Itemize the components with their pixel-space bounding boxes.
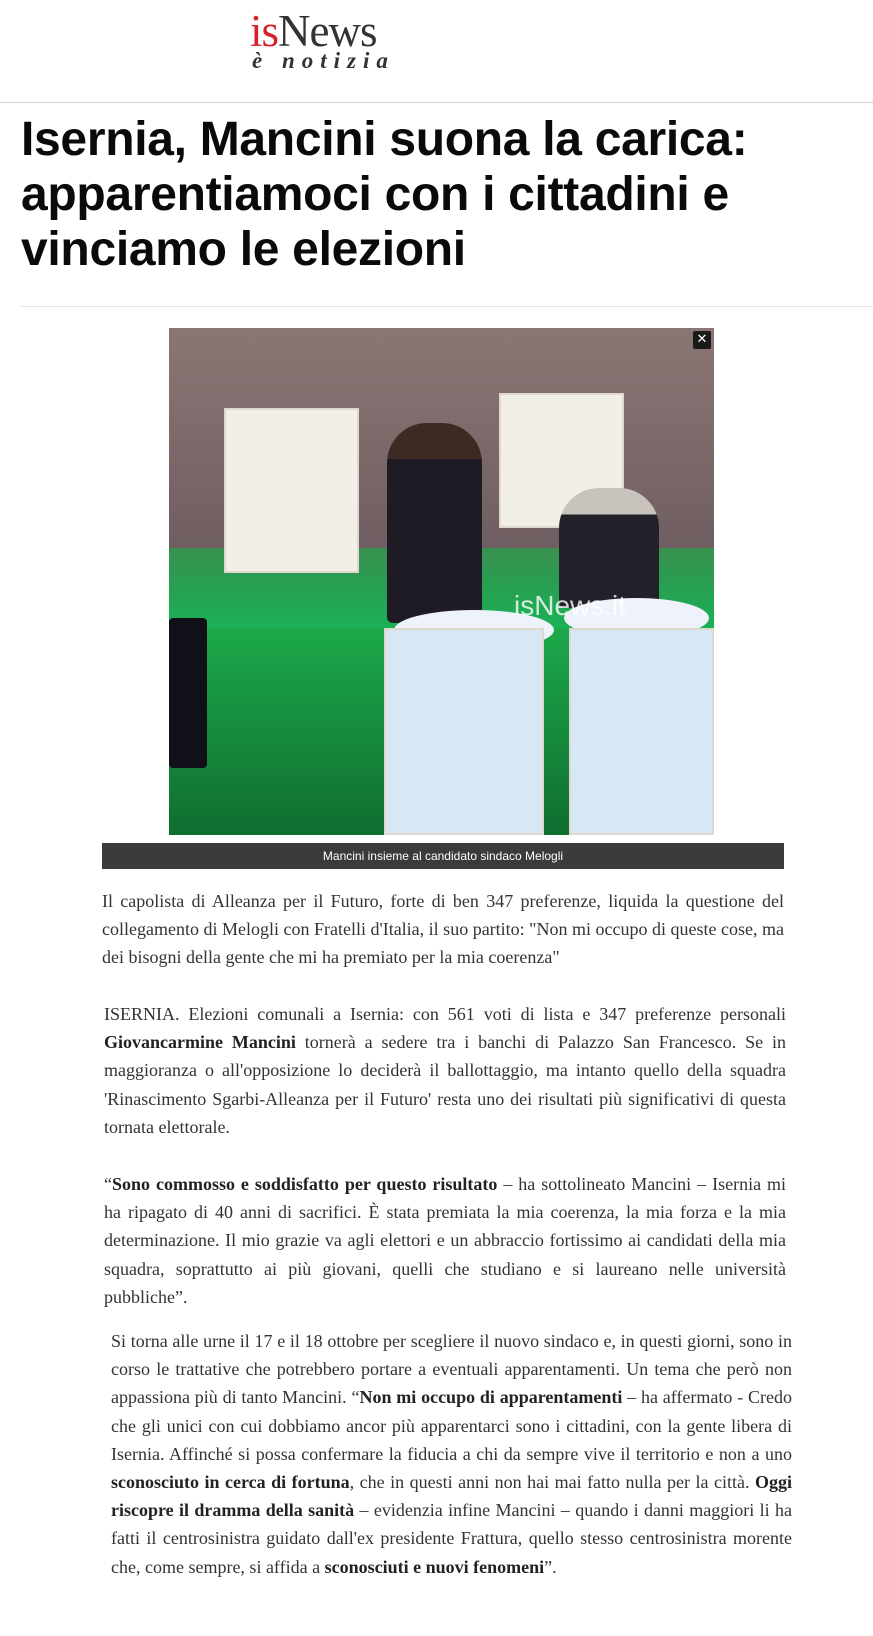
- site-logo[interactable]: [250, 6, 420, 76]
- photo-watermark: isNews.it: [514, 590, 627, 621]
- title-divider: [21, 306, 873, 307]
- site-header: [0, 0, 873, 103]
- article-paragraph: Si torna alle urne il 17 e il 18 ottobre per scegliere il nuovo sindaco e, in questi giorni, sono in corso le trattative che potrebbero portare a eventuali apparentamenti. Un tema che però non appassiona più di tanto Mancini. “Non mi occupo di apparentamenti – ha affermato - Credo che gli unici con cui dobbiamo ancor più apparentarci sono i cittadini, con la gente libera di Isernia. Affinché si possa confermare la fiducia a chi da sempre vive il territorio e non a uno sconosciuto in cerca di fortuna, che in questi anni non hai mai fatto nulla per la città. Oggi riscopre il dramma della sanità – evidenzia infine Mancini – quando i danni maggiori li ha fatti il centrosinistra guidato dall'ex presidente Frattura, quello stesso centrosinistra morente che, come sempre, si affida a sconosciuti e nuovi fenomeni”.: [111, 1331, 792, 1577]
- article-lead: Il capolista di Alleanza per il Futuro, forte di ben 347 preferenze, liquida la questione del collegamento di Melogli con Fratelli d'Italia, il suo partito: "Non mi occupo di queste cose, ma dei bisogni della gente che mi ha premiato per la mia coerenza": [102, 891, 784, 968]
- article-title: Isernia, Mancini suona la carica: apparentiamoci con i cittadini e vinciamo le elezioni: [21, 113, 748, 276]
- photo-poster: [224, 408, 359, 573]
- article-photo: [169, 328, 714, 835]
- article-paragraph: “Sono commosso e soddisfatto per questo risultato – ha sottolineato Mancini – Isernia mi ha ripagato di 40 anni di sacrifici. È stata premiata la mia coerenza, la mia forza e la mia determinazione. Il mio grazie va agli elettori e un abbraccio fortissimo ai candidati della mia squadra, soprattutto ai più giovani, quelli che studiano e si laureano nelle università pubbliche”.: [104, 1174, 787, 1307]
- photo-caption: Mancini insieme al candidato sindaco Melogli: [102, 843, 784, 869]
- logo-wordmark: isNews: [250, 6, 377, 56]
- close-icon[interactable]: ✕: [693, 331, 711, 349]
- logo-tagline: è notizia: [252, 48, 395, 73]
- photo-poster: [569, 628, 714, 835]
- article-paragraph: ISERNIA. Elezioni comunali a Isernia: con 561 voti di lista e 347 preferenze personali Giovancarmine Mancini tornerà a sedere tra i banchi di Palazzo San Francesco. Se in maggioranza o all'opposizione lo deciderà il ballottaggio, ma intanto quello della squadra 'Rinascimento Sgarbi-Alleanza per il Futuro' resta uno dei risultati più significativi di questa tornata elettorale.: [104, 1004, 786, 1137]
- photo-loudspeaker: [169, 618, 207, 768]
- photo-poster: [384, 628, 544, 835]
- photo-speaker-person: [387, 423, 482, 623]
